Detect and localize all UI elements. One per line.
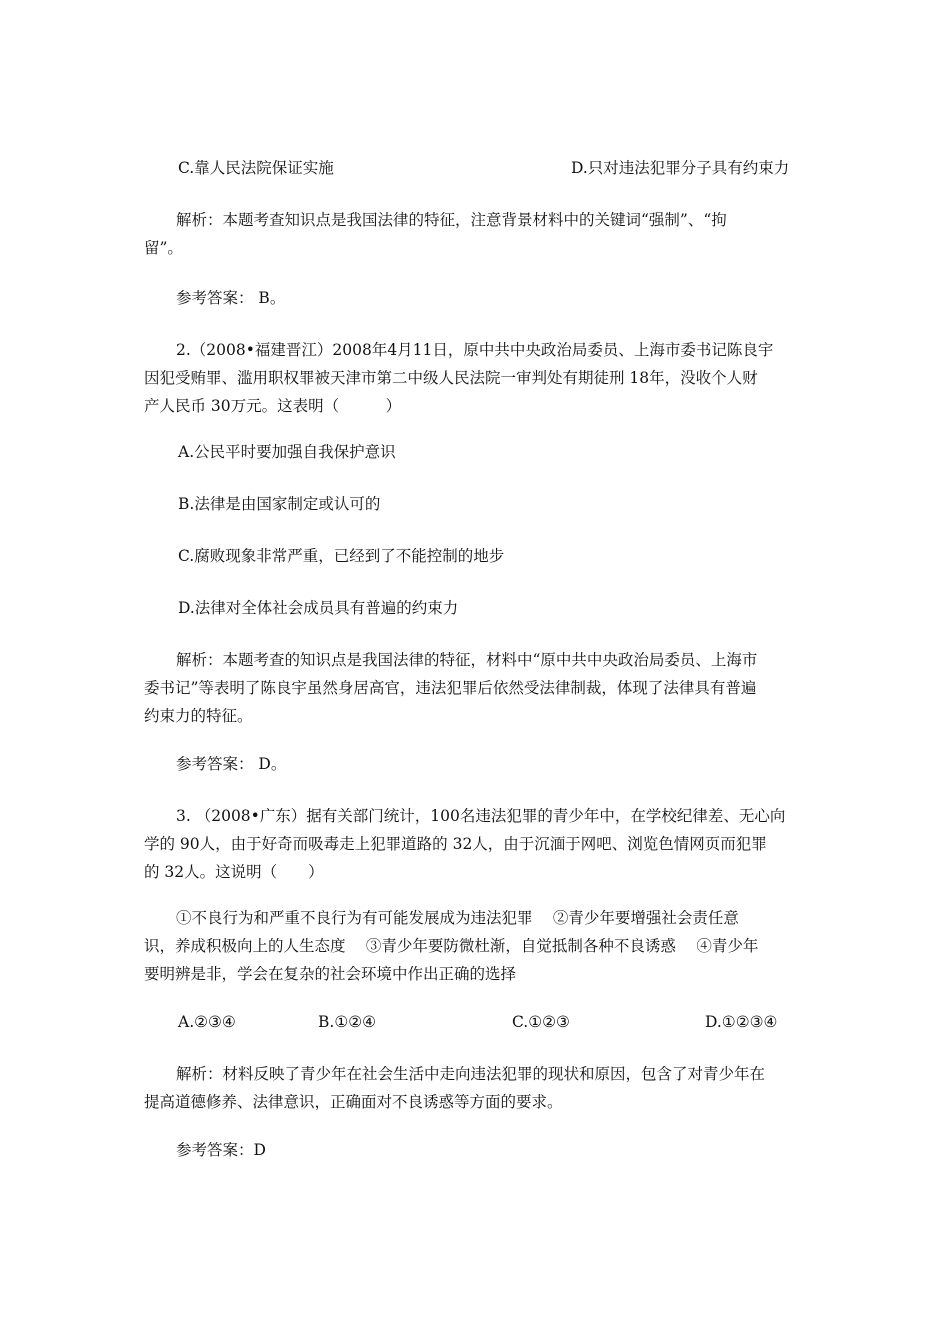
q2-stem-line: 2.（2008•福建晋江）2008年4月11日，原中共中央政治局委员、上海市委书记陈良宇	[176, 341, 774, 359]
q3-items-line: 要明辨是非，学会在复杂的社会环境中作出正确的选择	[144, 965, 517, 983]
q3-answer-text: 参考答案：D	[176, 1141, 266, 1159]
q1-option-d: D.只对违法犯罪分子具有约束力	[571, 159, 790, 177]
q2-answer-text: 参考答案： D。	[176, 755, 287, 773]
q2-option-c: C.腐败现象非常严重，已经到了不能控制的地步	[178, 547, 505, 565]
q2-stem-line: 因犯受贿罪、滥用职权罪被天津市第二中级人民法院一审判处有期徒刑 18年，没收个人财	[144, 369, 758, 387]
q1-answer-text: 参考答案： B。	[176, 289, 286, 307]
q3-stem-line: 3. （2008•广东）据有关部门统计，100名违法犯罪的青少年中，在学校纪律差、无心向	[176, 807, 786, 825]
q1-option-c: C.靠人民法院保证实施	[178, 159, 334, 177]
q2-option-a: A.公民平时要加强自我保护意识	[178, 443, 396, 461]
q3-stem-line: 的 32人。这说明（ ）	[144, 863, 324, 881]
q3-option-c: C.①②③	[512, 1013, 570, 1031]
q2-stem	[144, 336, 806, 420]
q3-stem-line: 学的 90人，由于好奇而吸毒走上犯罪道路的 32人，由于沉湎于网吧、浏览色情网页而犯罪	[144, 835, 767, 853]
q2-analysis-line: 约束力的特征。	[144, 707, 253, 725]
q2-analysis	[144, 646, 806, 730]
q3-option-d: D.①②③④	[705, 1013, 778, 1031]
q2-stem-line: 产人民币 30万元。这表明（ ）	[144, 397, 402, 415]
q2-option-b: B.法律是由国家制定或认可的	[178, 495, 381, 513]
q3-option-b: B.①②④	[318, 1013, 377, 1031]
q3-stem	[144, 802, 806, 886]
q3-items-line: 识，养成积极向上的人生态度 ③青少年要防微杜渐，自觉抵制各种不良诱惑 ④青少年	[144, 937, 759, 955]
q3-analysis	[144, 1060, 806, 1116]
q2-analysis-line: 委书记”等表明了陈良宇虽然身居高官，违法犯罪后依然受法律制裁，体现了法律具有普遍	[144, 679, 757, 697]
q2-analysis-line: 解析：本题考查的知识点是我国法律的特征，材料中“原中共中央政治局委员、上海市	[176, 651, 758, 669]
q3-analysis-line: 提高道德修养、法律意识，正确面对不良诱惑等方面的要求。	[144, 1093, 563, 1111]
q3-items-line: ①不良行为和严重不良行为有可能发展成为违法犯罪 ②青少年要增强社会责任意	[176, 909, 739, 927]
q2-option-d: D.法律对全体社会成员具有普遍的约束力	[178, 599, 459, 617]
q3-answer	[144, 1136, 806, 1164]
q1-analysis	[144, 206, 806, 262]
q2-answer	[144, 750, 806, 778]
q3-option-a: A.②③④	[178, 1013, 236, 1031]
q3-items	[144, 904, 806, 988]
q1-analysis-line: 留”。	[144, 239, 183, 257]
q1-answer	[144, 284, 806, 312]
q3-analysis-line: 解析：材料反映了青少年在社会生活中走向违法犯罪的现状和原因，包含了对青少年在	[176, 1065, 766, 1083]
q1-analysis-line: 解析：本题考查知识点是我国法律的特征，注意背景材料中的关键词“强制”、“拘	[176, 211, 727, 229]
